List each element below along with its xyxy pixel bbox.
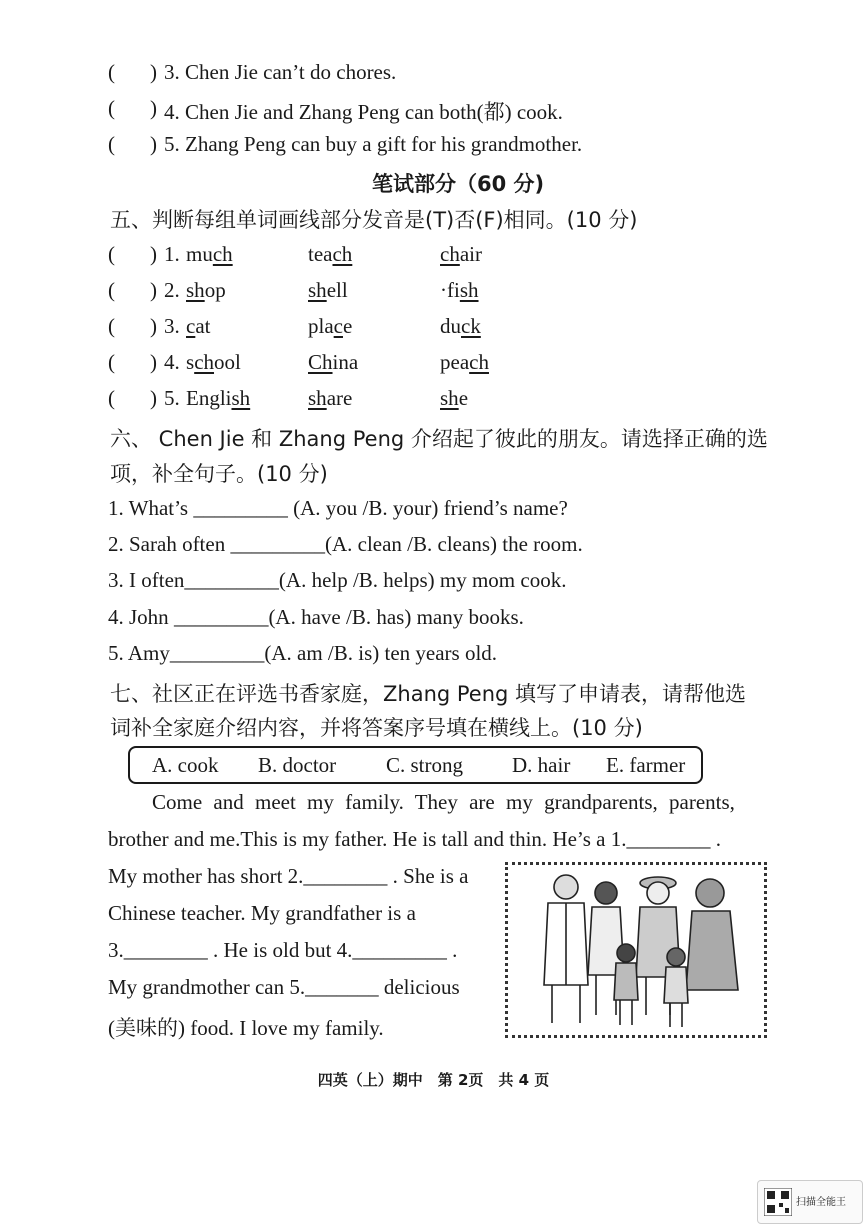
answer-paren-close: ) xyxy=(150,350,157,374)
word-part: du xyxy=(440,314,461,338)
option-e: E. farmer xyxy=(606,753,686,777)
word-part: mu xyxy=(186,242,213,266)
item-number: 5. xyxy=(164,386,180,410)
word-2 xyxy=(308,314,352,339)
word-part: ina xyxy=(332,350,359,374)
answer-paren-close: ) xyxy=(150,242,157,266)
word-part: s xyxy=(186,350,195,374)
answer-blank[interactable]: _________ xyxy=(193,496,288,520)
underlined-sound: ck xyxy=(461,314,481,338)
underlined-sound: sh xyxy=(459,278,479,302)
word-part: pla xyxy=(308,314,334,338)
item-number: 4. xyxy=(164,350,180,374)
section7-title-line2: 词补全家庭介绍内容，并将答案序号填在横线上。(10 分) xyxy=(110,716,643,740)
word-3 xyxy=(440,314,481,339)
passage-line-6: My grandmother can 5._______ delicious xyxy=(108,975,460,999)
answer-paren-close: ) xyxy=(150,386,157,410)
word-part: air xyxy=(459,242,482,266)
word-bank-box xyxy=(128,746,703,784)
answer-blank[interactable]: _________ xyxy=(169,641,265,665)
passage-line-5: 3.________ . He is old but 4._________ . xyxy=(108,938,458,962)
word-part: e xyxy=(458,386,469,410)
word-part: op xyxy=(204,278,226,302)
scanner-brand: 扫描全能王 xyxy=(796,1197,846,1208)
answer-paren-open: ( xyxy=(108,96,115,120)
page-footer: 四英（上）期中 第 2页 共 4 页 xyxy=(317,1071,550,1089)
answer-paren-open: ( xyxy=(108,132,115,156)
written-section-title: 笔试部分（60 分) xyxy=(372,172,545,196)
family-illustration xyxy=(505,862,767,1038)
passage-line-1: Come and meet my family. They are my grandparents, parents, xyxy=(152,790,735,814)
sentence-part: 2. Sarah often xyxy=(108,532,231,556)
scanner-watermark xyxy=(757,1180,863,1224)
section6-title-line2: 项，补全句子。(10 分) xyxy=(110,462,328,486)
item-number: 1. xyxy=(164,242,180,266)
part4-item-4: 4. Chen Jie and Zhang Peng can both(都) cook. xyxy=(164,100,563,124)
option-d: D. hair xyxy=(512,753,571,777)
answer-paren-open: ( xyxy=(108,278,115,302)
part4-item-3: 3. Chen Jie can’t do chores. xyxy=(164,60,397,84)
answer-paren-open: ( xyxy=(108,242,115,266)
answer-paren-close: ) xyxy=(150,132,157,156)
part4-item-5: 5. Zhang Peng can buy a gift for his grandmother. xyxy=(164,132,583,156)
word-part: tea xyxy=(308,242,333,266)
word-part: e xyxy=(342,314,353,338)
answer-blank[interactable]: _________ xyxy=(230,532,325,556)
option-b: B. doctor xyxy=(258,753,337,777)
sentence-part: (A. help /B. helps) my mom cook. xyxy=(278,568,567,592)
underlined-sound: sh xyxy=(231,386,251,410)
word-3 xyxy=(440,278,479,303)
word-2 xyxy=(308,386,352,411)
underlined-sound: ch xyxy=(332,242,353,266)
passage-line-3: My mother has short 2.________ . She is a xyxy=(108,864,469,888)
underlined-sound: c xyxy=(333,314,343,338)
underlined-sound: ch xyxy=(212,242,233,266)
word-3 xyxy=(440,242,482,267)
fill-blank-item xyxy=(108,496,568,521)
word-1 xyxy=(186,314,210,339)
sentence-part: 3. I often xyxy=(108,568,185,592)
answer-paren-open: ( xyxy=(108,314,115,338)
word-2 xyxy=(308,242,352,267)
word-part: Engli xyxy=(186,386,232,410)
underlined-sound: sh xyxy=(186,278,205,302)
word-3 xyxy=(440,386,468,411)
underlined-sound: sh xyxy=(308,278,327,302)
answer-paren-open: ( xyxy=(108,60,115,84)
word-3 xyxy=(440,350,489,375)
sentence-part: (A. you /B. your) friend’s name? xyxy=(287,496,568,520)
underlined-sound: sh xyxy=(308,386,327,410)
sentence-part: 4. John xyxy=(108,605,174,629)
section6-title-line1: 六、 Chen Jie 和 Zhang Peng 介绍起了彼此的朋友。请选择正确的选 xyxy=(110,427,768,451)
sentence-part: (A. have /B. has) many books. xyxy=(268,605,524,629)
word-1 xyxy=(186,242,233,267)
passage-line-2: brother and me.This is my father. He is tall and thin. He’s a 1.________ . xyxy=(108,827,721,851)
sentence-part: 1. What’s xyxy=(108,496,194,520)
sentence-part: (A. am /B. is) ten years old. xyxy=(264,641,498,665)
fill-blank-item xyxy=(108,641,497,666)
answer-blank[interactable]: _________ xyxy=(184,568,279,592)
underlined-sound: ch xyxy=(194,350,215,374)
word-1 xyxy=(186,278,226,303)
underlined-sound: Ch xyxy=(308,350,333,374)
item-number: 2. xyxy=(164,278,180,302)
passage-line-4: Chinese teacher. My grandfather is a xyxy=(108,901,416,925)
answer-paren-open: ( xyxy=(108,350,115,374)
family-drawing xyxy=(508,865,764,1035)
section7-title-line1: 七、社区正在评选书香家庭，Zhang Peng 填写了申请表，请帮他选 xyxy=(110,682,747,706)
word-1 xyxy=(186,386,250,411)
answer-paren-open: ( xyxy=(108,386,115,410)
underlined-sound: sh xyxy=(440,386,459,410)
answer-blank[interactable]: _________ xyxy=(173,605,269,629)
underlined-sound: ch xyxy=(440,242,460,266)
section5-title: 五、判断每组单词画线部分发音是(T)否(F)相同。(10 分) xyxy=(110,208,638,232)
sentence-part: (A. clean /B. cleans) the room. xyxy=(324,532,583,556)
word-part: ·fi xyxy=(440,278,460,302)
answer-paren-close: ) xyxy=(150,60,157,84)
word-part: ell xyxy=(326,278,348,302)
underlined-sound: c xyxy=(186,314,196,338)
answer-paren-close: ) xyxy=(150,96,157,120)
word-part: pea xyxy=(440,350,470,374)
word-part: are xyxy=(326,386,353,410)
word-part: ool xyxy=(214,350,241,374)
item-number: 3. xyxy=(164,314,180,338)
qr-code-icon xyxy=(764,1188,792,1216)
passage-line-7: (美味的) food. I love my family. xyxy=(108,1016,384,1040)
answer-paren-close: ) xyxy=(150,314,157,338)
option-c: C. strong xyxy=(386,753,464,777)
underlined-sound: ch xyxy=(469,350,489,374)
fill-blank-item xyxy=(108,605,524,630)
word-2 xyxy=(308,278,348,303)
answer-paren-close: ) xyxy=(150,278,157,302)
word-part: at xyxy=(195,314,211,338)
word-1 xyxy=(186,350,241,375)
sentence-part: 5. Amy xyxy=(108,641,170,665)
option-a: A. cook xyxy=(152,753,219,777)
fill-blank-item xyxy=(108,568,566,593)
fill-blank-item xyxy=(108,532,583,557)
word-2 xyxy=(308,350,358,375)
